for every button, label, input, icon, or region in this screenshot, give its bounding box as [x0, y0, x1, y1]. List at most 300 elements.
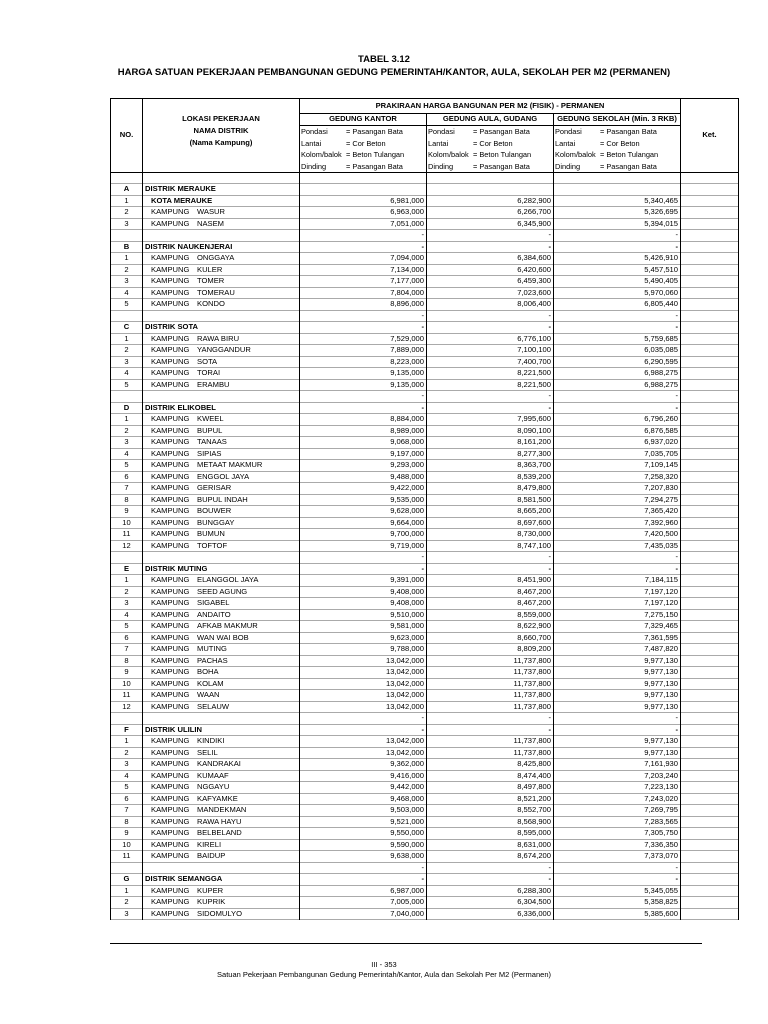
kampung-name: ERAMBU [197, 379, 230, 389]
ket-cell [681, 448, 739, 460]
price-kantor: 9,590,000 [300, 839, 427, 851]
location-name [143, 471, 300, 483]
kampung-name: SIGABEL [197, 598, 230, 607]
kampung-name: SIDOMULYO [197, 908, 243, 918]
row-number: 2 [111, 207, 143, 219]
price-aula: - [427, 402, 554, 414]
row-number: F [111, 724, 143, 736]
ket-cell [681, 782, 739, 794]
price-sekolah: - [554, 402, 681, 414]
row-number: 2 [111, 264, 143, 276]
price-kantor: 9,788,000 [300, 644, 427, 656]
location-name [143, 345, 300, 357]
empty-cell [111, 713, 143, 725]
spec-key: Pondasi [555, 127, 582, 136]
row-number: 6 [111, 471, 143, 483]
price-kantor: 8,896,000 [300, 299, 427, 311]
kampung-label: KAMPUNG [151, 264, 190, 274]
dash-cell: - [554, 862, 681, 874]
price-aula: 11,737,800 [427, 747, 554, 759]
row-number: 5 [111, 782, 143, 794]
kampung-name: BUPUL [197, 425, 223, 435]
price-kantor: 9,408,000 [300, 586, 427, 598]
empty-cell [300, 173, 427, 184]
price-kantor: 9,293,000 [300, 460, 427, 472]
table-row [111, 448, 739, 460]
table-row [111, 287, 739, 299]
kampung-label: KAMPUNG [151, 655, 190, 665]
row-number: 2 [111, 897, 143, 909]
location-name [143, 540, 300, 552]
empty-cell [143, 230, 300, 242]
ket-cell [681, 540, 739, 552]
header-gedung-kantor: GEDUNG KANTOR [300, 114, 427, 126]
empty-cell [111, 310, 143, 322]
price-kantor: 7,889,000 [300, 345, 427, 357]
kampung-label: KAMPUNG [151, 851, 190, 860]
district-row [111, 563, 739, 575]
location-name [143, 379, 300, 391]
price-sekolah: 7,294,275 [554, 494, 681, 506]
price-kantor: 9,468,000 [300, 793, 427, 805]
price-sekolah [554, 184, 681, 196]
price-sekolah: 9,977,130 [554, 747, 681, 759]
price-sekolah: 6,035,085 [554, 345, 681, 357]
location-name [143, 517, 300, 529]
table-row [111, 655, 739, 667]
spec-key: Kolom/balok [555, 150, 596, 159]
separator-row [111, 713, 739, 725]
price-aula: 8,161,200 [427, 437, 554, 449]
kampung-name: BUMUN [197, 529, 225, 538]
kampung-name: WAAN [197, 690, 220, 699]
price-aula: - [427, 241, 554, 253]
location-name [143, 253, 300, 265]
price-aula: 11,737,800 [427, 701, 554, 713]
dash-cell: - [300, 310, 427, 322]
price-aula: 8,221,500 [427, 379, 554, 391]
row-number: 8 [111, 655, 143, 667]
spec-key: Dinding [301, 161, 327, 171]
location-name [143, 897, 300, 909]
kampung-label: KAMPUNG [151, 460, 190, 469]
kampung-label: KAMPUNG [151, 747, 190, 757]
table-row [111, 690, 739, 702]
location-name [143, 655, 300, 667]
kampung-label: KAMPUNG [151, 287, 190, 297]
district-name: DISTRIK ULILIN [143, 724, 300, 736]
price-kantor: 13,042,000 [300, 678, 427, 690]
district-row [111, 874, 739, 886]
location-name [143, 598, 300, 610]
kampung-name: BUPUL INDAH [197, 494, 248, 504]
ket-cell [681, 621, 739, 633]
separator-row [111, 391, 739, 403]
table-row [111, 253, 739, 265]
kampung-name: ANDAITO [197, 609, 231, 619]
spec-value: = Cor Beton [346, 138, 386, 148]
ket-cell [681, 839, 739, 851]
row-number: 4 [111, 287, 143, 299]
table-row [111, 195, 739, 207]
empty-cell [111, 173, 143, 184]
price-aula: - [427, 563, 554, 575]
table-row [111, 494, 739, 506]
empty-cell [427, 173, 554, 184]
table-row [111, 908, 739, 920]
row-number: C [111, 322, 143, 334]
table-row [111, 759, 739, 771]
kampung-label: KAMPUNG [151, 805, 190, 814]
table-row [111, 276, 739, 288]
row-number: 7 [111, 644, 143, 656]
kampung-label: KAMPUNG [151, 575, 190, 584]
price-sekolah: 5,970,060 [554, 287, 681, 299]
ket-cell [681, 563, 739, 575]
price-kantor: 9,197,000 [300, 448, 427, 460]
price-sekolah: 9,977,130 [554, 678, 681, 690]
empty-cell [111, 862, 143, 874]
kampung-name: KIRELI [197, 839, 222, 849]
location-name [143, 356, 300, 368]
dash-cell: - [554, 713, 681, 725]
location-name: KOTA MERAUKE [143, 195, 300, 207]
kampung-label: KAMPUNG [151, 414, 190, 423]
price-sekolah: 7,392,960 [554, 517, 681, 529]
table-row [111, 701, 739, 713]
row-number: 5 [111, 379, 143, 391]
dash-cell: - [427, 552, 554, 564]
price-kantor: 13,042,000 [300, 690, 427, 702]
kampung-label: KAMPUNG [151, 667, 190, 676]
ket-cell [681, 402, 739, 414]
kampung-label: KAMPUNG [151, 782, 190, 791]
empty-cell [681, 310, 739, 322]
row-number: 9 [111, 828, 143, 840]
row-number: 5 [111, 621, 143, 633]
location-name [143, 207, 300, 219]
kampung-label: KAMPUNG [151, 529, 190, 538]
dash-cell: - [554, 552, 681, 564]
ket-cell [681, 207, 739, 219]
price-kantor: 9,442,000 [300, 782, 427, 794]
district-row [111, 184, 739, 196]
price-kantor: 6,981,000 [300, 195, 427, 207]
location-name [143, 678, 300, 690]
spec-value: = Cor Beton [473, 138, 513, 148]
table-row [111, 575, 739, 587]
price-aula: 6,304,500 [427, 897, 554, 909]
separator-row [111, 230, 739, 242]
price-aula: 6,336,000 [427, 908, 554, 920]
price-aula: 8,363,700 [427, 460, 554, 472]
kampung-label: KAMPUNG [151, 333, 190, 343]
kampung-name: SEED AGUNG [197, 586, 248, 596]
row-number: 4 [111, 770, 143, 782]
district-row [111, 402, 739, 414]
price-aula: 7,100,100 [427, 345, 554, 357]
price-sekolah: 7,336,350 [554, 839, 681, 851]
header-location-line: LOKASI PEKERJAAN [182, 114, 260, 123]
price-kantor: 7,134,000 [300, 264, 427, 276]
table-row [111, 207, 739, 219]
row-number: 3 [111, 356, 143, 368]
price-sekolah: 7,109,145 [554, 460, 681, 472]
spec-line [554, 149, 680, 161]
dash-cell: - [554, 391, 681, 403]
price-sekolah: 7,329,465 [554, 621, 681, 633]
spec-value: = Pasangan Bata [600, 127, 657, 136]
price-kantor: - [300, 563, 427, 575]
price-aula: - [427, 874, 554, 886]
row-number: 1 [111, 575, 143, 587]
header-spec [427, 126, 554, 173]
row-number: 1 [111, 885, 143, 897]
price-sekolah: - [554, 322, 681, 334]
spec-key: Lantai [555, 138, 576, 148]
dash-cell: - [554, 310, 681, 322]
price-aula: 6,776,100 [427, 333, 554, 345]
ket-cell [681, 276, 739, 288]
price-aula: 8,479,800 [427, 483, 554, 495]
ket-cell [681, 655, 739, 667]
price-sekolah: 9,977,130 [554, 655, 681, 667]
row-number: 6 [111, 632, 143, 644]
table-row [111, 644, 739, 656]
price-aula [427, 184, 554, 196]
kampung-name: WASUR [197, 207, 225, 216]
kampung-name: SELAUW [197, 701, 230, 711]
spec-key: Dinding [555, 161, 581, 171]
row-number: 7 [111, 483, 143, 495]
kampung-name: PACHAS [197, 655, 228, 665]
price-kantor: 7,094,000 [300, 253, 427, 265]
ket-cell [681, 437, 739, 449]
table-row [111, 425, 739, 437]
header-location-line: NAMA DISTRIK [193, 126, 249, 135]
row-number: A [111, 184, 143, 196]
price-aula: 8,697,600 [427, 517, 554, 529]
ket-cell [681, 586, 739, 598]
kampung-label: KAMPUNG [151, 632, 190, 642]
ket-cell [681, 529, 739, 541]
price-aula: 7,995,600 [427, 414, 554, 426]
district-row [111, 241, 739, 253]
district-name: DISTRIK SOTA [143, 322, 300, 334]
kampung-label: KAMPUNG [151, 701, 190, 711]
price-sekolah: 6,876,585 [554, 425, 681, 437]
price-sekolah: 9,977,130 [554, 736, 681, 748]
kampung-name: KINDIKI [197, 736, 225, 745]
location-name [143, 299, 300, 311]
spec-value: = Beton Tulangan [473, 150, 532, 159]
dash-cell: - [300, 552, 427, 564]
row-number: 11 [111, 529, 143, 541]
kampung-name: KUPRIK [197, 897, 226, 906]
dash-cell: - [300, 862, 427, 874]
price-kantor: 13,042,000 [300, 701, 427, 713]
kampung-label: KAMPUNG [151, 908, 190, 918]
location-name [143, 770, 300, 782]
price-sekolah: 7,223,130 [554, 782, 681, 794]
ket-cell [681, 874, 739, 886]
row-number: 3 [111, 276, 143, 288]
kampung-name: KUMAAF [197, 770, 229, 780]
price-sekolah: 7,243,020 [554, 793, 681, 805]
table-row [111, 793, 739, 805]
table-row [111, 529, 739, 541]
price-aula: 8,090,100 [427, 425, 554, 437]
kampung-name: SELIL [197, 747, 218, 757]
price-kantor: 7,040,000 [300, 908, 427, 920]
header-spec [300, 126, 427, 173]
kampung-name: NASEM [197, 218, 225, 228]
kampung-label: KAMPUNG [151, 218, 190, 228]
dash-cell: - [300, 713, 427, 725]
kampung-name: ONGGAYA [197, 253, 235, 262]
price-aula: 8,539,200 [427, 471, 554, 483]
price-aula: 6,384,600 [427, 253, 554, 265]
location-name [143, 218, 300, 230]
price-aula: 8,581,500 [427, 494, 554, 506]
price-sekolah: 7,435,035 [554, 540, 681, 552]
header-price-estimate: PRAKIRAAN HARGA BANGUNAN PER M2 (FISIK) - PERMANEN [300, 99, 681, 114]
table-row [111, 621, 739, 633]
spec-line [427, 138, 553, 150]
location-name [143, 805, 300, 817]
price-kantor: 9,416,000 [300, 770, 427, 782]
price-aula: 8,552,700 [427, 805, 554, 817]
empty-cell [681, 173, 739, 184]
table-row [111, 839, 739, 851]
row-number: 1 [111, 736, 143, 748]
table-row [111, 828, 739, 840]
row-number: 8 [111, 494, 143, 506]
kampung-name: KUPER [197, 885, 224, 895]
row-number: 7 [111, 805, 143, 817]
price-aula: 6,420,600 [427, 264, 554, 276]
price-kantor: - [300, 322, 427, 334]
location-name [143, 747, 300, 759]
location-name [143, 816, 300, 828]
empty-cell [143, 173, 300, 184]
spec-key: Pondasi [301, 127, 328, 136]
ket-cell [681, 506, 739, 518]
location-name [143, 782, 300, 794]
price-kantor: 9,391,000 [300, 575, 427, 587]
price-sekolah: 5,345,055 [554, 885, 681, 897]
kampung-name: BOHA [197, 667, 219, 676]
empty-cell [681, 230, 739, 242]
price-kantor: 7,051,000 [300, 218, 427, 230]
row-number: 4 [111, 368, 143, 380]
spec-key: Kolom/balok [301, 150, 342, 159]
ket-cell [681, 471, 739, 483]
spec-value: = Beton Tulangan [600, 150, 659, 159]
spec-line [300, 149, 426, 161]
row-number: 8 [111, 816, 143, 828]
table-row [111, 851, 739, 863]
row-number: 5 [111, 299, 143, 311]
kampung-name: RAWA HAYU [197, 816, 242, 826]
district-name: DISTRIK SEMANGGA [143, 874, 300, 886]
row-number: 3 [111, 908, 143, 920]
ket-cell [681, 747, 739, 759]
table-row [111, 586, 739, 598]
table-row [111, 368, 739, 380]
separator-row [111, 310, 739, 322]
price-sekolah: 7,258,320 [554, 471, 681, 483]
spec-line [554, 138, 680, 150]
kampung-name: KONDO [197, 299, 225, 308]
price-kantor: 9,623,000 [300, 632, 427, 644]
ket-cell [681, 218, 739, 230]
header-no: NO. [111, 99, 143, 173]
district-row [111, 724, 739, 736]
price-kantor: 9,535,000 [300, 494, 427, 506]
kampung-name: METAAT MAKMUR [197, 460, 263, 469]
spec-line [427, 126, 553, 138]
empty-cell [111, 230, 143, 242]
price-kantor: 7,529,000 [300, 333, 427, 345]
price-aula: 8,277,300 [427, 448, 554, 460]
row-number: 3 [111, 437, 143, 449]
price-sekolah: 7,283,565 [554, 816, 681, 828]
ket-cell [681, 851, 739, 863]
table-row [111, 632, 739, 644]
price-sekolah: 5,340,465 [554, 195, 681, 207]
table-row [111, 483, 739, 495]
price-kantor: 9,408,000 [300, 598, 427, 610]
price-aula: 8,467,200 [427, 598, 554, 610]
location-name [143, 759, 300, 771]
ket-cell [681, 678, 739, 690]
ket-cell [681, 184, 739, 196]
spec-value: = Cor Beton [600, 138, 640, 148]
row-number: E [111, 563, 143, 575]
district-name: DISTRIK MERAUKE [143, 184, 300, 196]
price-aula: 7,400,700 [427, 356, 554, 368]
price-sekolah: 5,426,910 [554, 253, 681, 265]
price-sekolah: 7,203,240 [554, 770, 681, 782]
spec-value: = Beton Tulangan [346, 150, 405, 159]
table-row [111, 345, 739, 357]
price-sekolah: - [554, 874, 681, 886]
price-aula: 8,221,500 [427, 368, 554, 380]
price-sekolah: 9,977,130 [554, 690, 681, 702]
row-number: 2 [111, 425, 143, 437]
table-row [111, 437, 739, 449]
empty-cell [554, 173, 681, 184]
row-number: 1 [111, 195, 143, 207]
price-aula: 6,345,900 [427, 218, 554, 230]
kampung-label: KAMPUNG [151, 828, 190, 837]
price-aula: 8,568,900 [427, 816, 554, 828]
table-row [111, 598, 739, 610]
kampung-name: TOMERAU [197, 287, 235, 297]
price-sekolah: 7,487,820 [554, 644, 681, 656]
page-caption: Satuan Pekerjaan Pembangunan Gedung Pemerintah/Kantor, Aula dan Sekolah Per M2 (Permanen) [217, 970, 551, 979]
table-row [111, 770, 739, 782]
ket-cell [681, 356, 739, 368]
price-table [110, 98, 739, 920]
row-number: B [111, 241, 143, 253]
ket-cell [681, 724, 739, 736]
kampung-label: KAMPUNG [151, 425, 190, 435]
price-sekolah: 7,373,070 [554, 851, 681, 863]
kampung-label: KAMPUNG [151, 816, 190, 826]
price-kantor [300, 184, 427, 196]
